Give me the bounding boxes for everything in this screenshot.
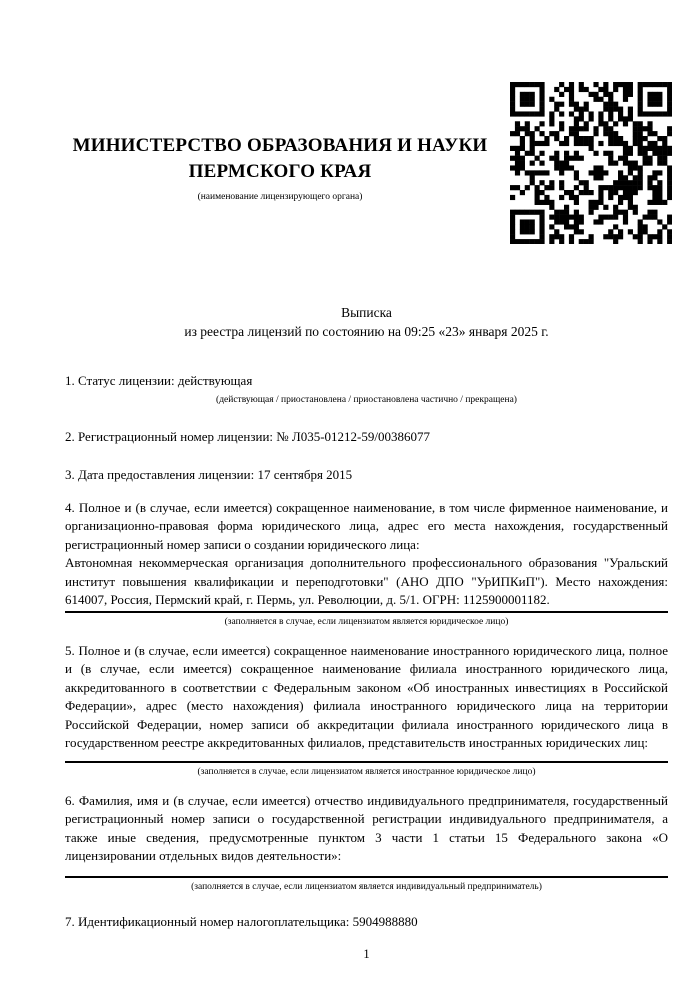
item-legal-entity-caption: (заполняется в случае, если лицензиатом является юридическое лицо) xyxy=(224,616,509,627)
licensing-authority xyxy=(65,133,495,202)
item-taxpayer-number: 7. Идентификационный номер налогоплательщика: 5904988880 xyxy=(65,913,418,929)
licensing-authority-caption: (наименование лицензирующего органа) xyxy=(197,192,363,202)
document-header xyxy=(65,0,668,303)
page-number: 1 xyxy=(363,947,370,961)
ministry-name-line1: МИНИСТЕРСТВО ОБРАЗОВАНИЯ И НАУКИ xyxy=(72,135,488,156)
qr-code-icon xyxy=(510,82,672,244)
item-foreign-entity-answer xyxy=(65,753,668,763)
item-registration-number: 2. Регистрационный номер лицензии: № Л035-01212-59/00386077 xyxy=(65,428,431,444)
item-license-status: 1. Статус лицензии: действующая xyxy=(65,373,253,388)
item-entrepreneur-caption: (заполняется в случае, если лицензиатом является индивидуальный предприниматель) xyxy=(191,881,542,892)
item-foreign-entity-question: 5. Полное и (в случае, если имеется) сокращенное наименование иностранного юридического лица, полное и (в случае, если имеется) сокращенное наименование филиала иностранного юридического лица, аккредитованного в соответствии с Федеральным законом «Об иностранных инвестициях в Российской Федерации», адрес (место нахождения) филиала иностранного юридического лица на территории Российской Федерации, номер записи об аккредитации филиала иностранного юридического лица в государственном реестре аккредитованных филиалов, представительств иностранных юридических лиц: xyxy=(65,642,668,750)
item-entrepreneur-question: 6. Фамилия, имя и (в случае, если имеется) отчество индивидуального предпринимателя, государственный регистрационный номер записи о государственной регистрации индивидуального предпринимателя, а также иные сведения, предусмотренные пунктом 3 части 1 статьи 15 Федерального закона «О лицензировании отдельных видов деятельности»: xyxy=(65,792,668,863)
item-legal-entity-question: 4. Полное и (в случае, если имеется) сокращенное наименование, в том числе фирменное наименование, и организационно-правовая форма юридического лица, адрес его места нахождения, государственный регистрационный номер записи о создании юридического лица: xyxy=(65,499,668,552)
item-foreign-entity-caption: (заполняется в случае, если лицензиатом является иностранное юридическое лицо) xyxy=(197,766,536,777)
item-entrepreneur-answer xyxy=(65,866,668,878)
document-title-line2: из реестра лицензий по состоянию на 09:25 «23» января 2025 г. xyxy=(184,324,549,339)
document-title-line1: Выписка xyxy=(341,305,392,320)
ministry-name-line2: ПЕРМСКОГО КРАЯ xyxy=(188,161,372,182)
document-title xyxy=(65,303,668,341)
item-legal-entity-answer: Автономная некоммерческая организация дополнительного профессионального образования "Уральский институт повышения квалификации и переподготовки" (АНО ДПО "УрИПКиП"). Место нахождения: 614007, Россия, Пермский край, г. Пермь, ул. Революции, д. 5/1. ОГРН: 1125900001182. xyxy=(65,554,668,613)
item-grant-date: 3. Дата предоставления лицензии: 17 сентября 2015 xyxy=(65,467,353,482)
item-license-status-caption: (действующая / приостановлена / приостановлена частично / прекращена) xyxy=(216,394,517,405)
